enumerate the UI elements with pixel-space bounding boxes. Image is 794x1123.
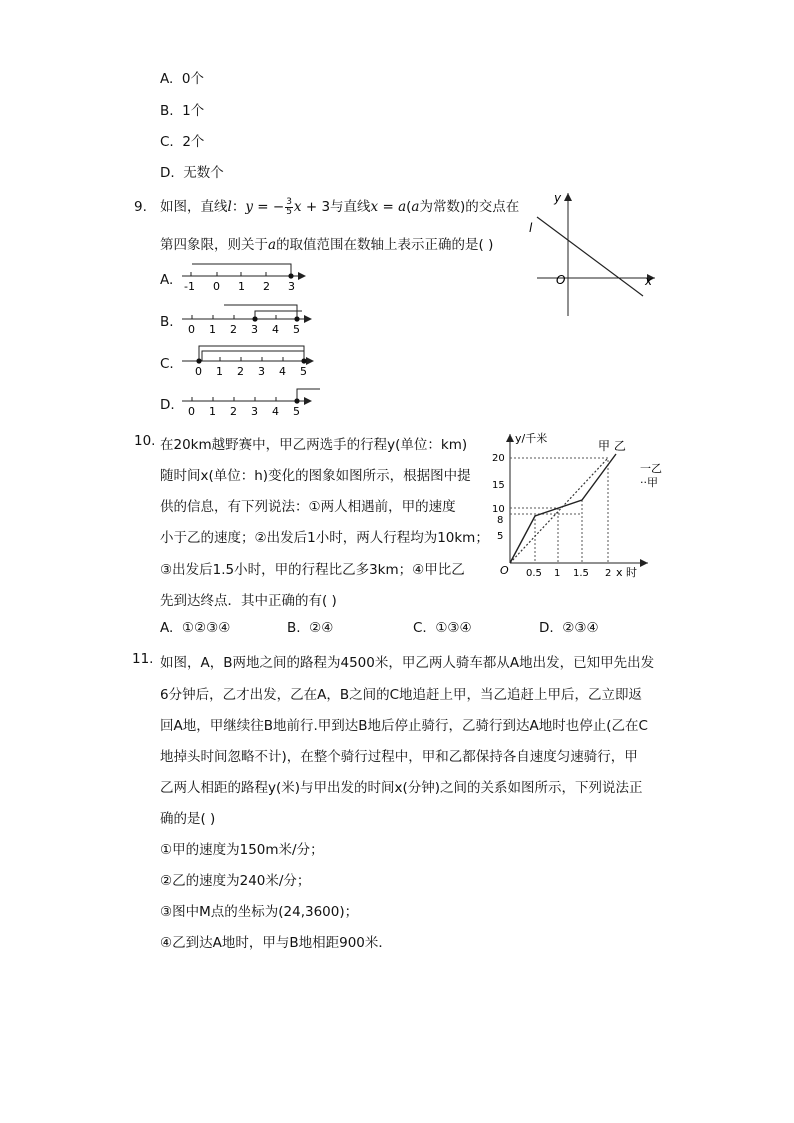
svg-text:8: 8 — [497, 515, 504, 526]
q9-option-d-number-line — [180, 385, 320, 419]
q9-graph-origin-label: O — [556, 273, 566, 287]
q11-statement-3: ③图中M点的坐标为(24,3600)； — [160, 904, 359, 920]
q10-option-b: B. ②④ — [287, 620, 334, 636]
svg-text:3: 3 — [251, 323, 258, 336]
svg-text:0: 0 — [195, 365, 202, 378]
svg-text:15: 15 — [492, 480, 505, 491]
q11-stem-line: 回A地，甲继续往B地前行.甲到达B地后停止骑行，乙骑行到达A地时也停止(乙在C — [160, 718, 648, 734]
svg-text:-1: -1 — [184, 280, 195, 293]
q9-number: 9. — [134, 199, 147, 215]
q11-stem-line: 地掉头时间忽略不计)，在整个骑行过程中，甲和乙都保持各自速度匀速骑行，甲 — [160, 749, 638, 765]
q9-option-b-letter: B. — [160, 314, 174, 330]
q9-line-graph — [525, 188, 660, 318]
svg-text:4: 4 — [272, 405, 279, 418]
svg-text:5: 5 — [300, 365, 307, 378]
svg-text:0: 0 — [188, 323, 195, 336]
q10-option-c: C. ①③④ — [413, 620, 472, 636]
q10-graph-legend-yi: 一乙 — [640, 462, 662, 475]
q10-stem-line: 先到达终点．其中正确的有( ) — [160, 593, 337, 609]
q8-option-b: B. 1个 — [160, 103, 205, 119]
svg-text:1: 1 — [216, 365, 223, 378]
q10-stem-line: 小于乙的速度；②出发后1小时，两人行程均为10km； — [160, 530, 489, 546]
svg-text:0: 0 — [213, 280, 220, 293]
q10-graph-line-labels: 甲 乙 — [598, 439, 626, 453]
q8-option-d: D. 无数个 — [160, 165, 224, 181]
q10-graph-legend-jia: ··甲 — [640, 476, 658, 489]
svg-text:5: 5 — [293, 323, 300, 336]
q11-statement-4: ④乙到达A地时，甲与B地相距900米． — [160, 935, 392, 951]
svg-text:2: 2 — [230, 323, 237, 336]
q10-travel-graph — [492, 428, 668, 580]
q10-graph-xlabel: x 时 — [616, 566, 638, 579]
svg-text:4: 4 — [279, 365, 286, 378]
q10-stem-line: ③出发后1.5小时，甲的行程比乙多3km；④甲比乙 — [160, 562, 465, 578]
q9-graph-l-label: l — [529, 221, 533, 235]
q9-option-a-letter: A. — [160, 272, 174, 288]
svg-text:3: 3 — [258, 365, 265, 378]
q9-option-c-letter: C. — [160, 356, 174, 372]
q9-graph-y-label: y — [554, 191, 562, 205]
q11-stem-line: 乙两人相距的路程y(米)与甲出发的时间x(分钟)之间的关系如图所示，下列说法正 — [160, 780, 643, 796]
q9-fraction: $\frac{3}{5}$ — [286, 196, 292, 217]
svg-text:4: 4 — [272, 323, 279, 336]
svg-text:2: 2 — [263, 280, 270, 293]
svg-text:1: 1 — [209, 405, 216, 418]
q10-stem-line: 随时间x(单位：h)变化的图象如图所示，根据图中提 — [160, 468, 471, 484]
q9-option-b-number-line — [180, 302, 315, 336]
q11-number: 11. — [132, 651, 154, 667]
q9-option-a-number-line — [180, 260, 310, 294]
svg-text:1: 1 — [554, 568, 561, 579]
svg-text:3: 3 — [251, 405, 258, 418]
q11-stem-line: 确的是( ) — [160, 811, 216, 827]
q9-graph-x-label: x — [645, 274, 653, 288]
q10-option-a: A. ①②③④ — [160, 620, 231, 636]
svg-text:3: 3 — [288, 280, 295, 293]
svg-text:0: 0 — [188, 405, 195, 418]
q11-statement-1: ①甲的速度为150m米/分； — [160, 842, 324, 858]
q8-option-c: C. 2个 — [160, 134, 205, 150]
q10-graph-ylabel: y/千米 — [515, 432, 548, 445]
svg-text:2: 2 — [230, 405, 237, 418]
q8-option-a: A. 0个 — [160, 71, 204, 87]
svg-text:2: 2 — [237, 365, 244, 378]
q9-stem-line1: 如图，直线l：y = − $\frac{3}{5}$ x + 3与直线x = a(a为常数)的交点在 — [160, 196, 520, 217]
q10-stem-line: 供的信息，有下列说法：①两人相遇前，甲的速度 — [160, 499, 456, 515]
q11-stem-line: 6分钟后，乙才出发，乙在A，B之间的C地追赶上甲，当乙追赶上甲后，乙立即返 — [160, 687, 643, 703]
q11-statement-2: ②乙的速度为240米/分； — [160, 873, 311, 889]
svg-text:O: O — [500, 564, 509, 577]
svg-text:1.5: 1.5 — [573, 568, 589, 579]
q9-stem-line2: 第四象限，则关于a的取值范围在数轴上表示正确的是( ) — [160, 237, 494, 253]
q9-option-d-letter: D. — [160, 397, 175, 413]
svg-text:2: 2 — [605, 568, 612, 579]
q10-stem-line: 在20km越野赛中，甲乙两选手的行程y(单位：km) — [160, 437, 468, 453]
q10-number: 10. — [134, 433, 156, 449]
svg-text:1: 1 — [238, 280, 245, 293]
q9-option-c-number-line — [180, 343, 320, 379]
q10-option-d: D. ②③④ — [539, 620, 599, 636]
svg-text:1: 1 — [209, 323, 216, 336]
svg-text:0.5: 0.5 — [526, 568, 542, 579]
svg-text:20: 20 — [492, 453, 505, 464]
svg-text:5: 5 — [497, 531, 504, 542]
q11-stem-line: 如图，A，B两地之间的路程为4500米，甲乙两人骑车都从A地出发，已知甲先出发 — [160, 655, 655, 671]
svg-text:5: 5 — [293, 405, 300, 418]
svg-text:10: 10 — [492, 504, 505, 515]
